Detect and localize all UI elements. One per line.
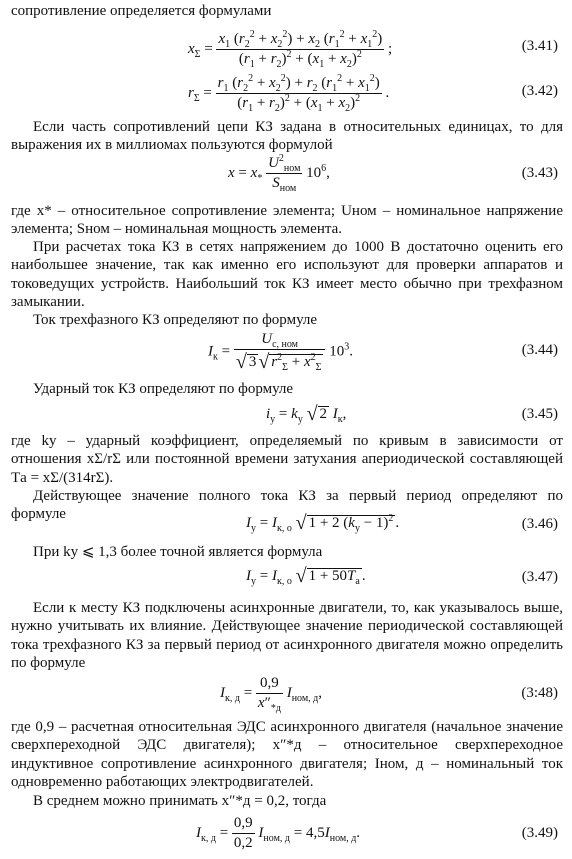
- equation-number: (3:48): [521, 685, 558, 701]
- definitions-3-48: где 0,9 – расчетная относительная ЭДС асинхронного двигателя (начальное значение сверхпереходной ЭДС двигателя); x″*д – относительное сверхпереходное индуктивное сопротивление асинхронного двигателя; Iном, д – номинальный ток одновременно работающих электродвигателей.: [11, 719, 563, 790]
- equation-3-46: $I_у = I_{к, о}$ √ 1 + 2 $(k_у - 1)^2$ .: [246, 512, 400, 534]
- equation-3-45: $i_у = k_у$ √ 2 $I_к$,: [266, 403, 347, 425]
- intro-text: сопротивление определяется формулами: [11, 3, 272, 19]
- equation-number: (3.47): [521, 569, 558, 585]
- equation-3-48: $I_{к, д}$ = $\frac{0,9}{x''_{*д}}$ $I_{ном, д}$,: [220, 675, 323, 714]
- paragraph-average: В среднем можно принимать x″*д = 0,2, тогда: [33, 793, 327, 809]
- equation-number: (3.49): [521, 825, 558, 841]
- equation-number: (3.42): [521, 83, 558, 99]
- equation-3-42: $r_\Sigma$ = $\frac{r_1 (r_2^2 + x_2^2) + r_2 (r_1^2 + x_1^2)}{(r_1 + r_2)^2 + (x_1 + x_2)^2}$ .: [188, 73, 390, 114]
- paragraph-shock-current: Ударный ток КЗ определяют по формуле: [33, 381, 294, 397]
- equation-3-44: $I_к$ = $\frac{U_{с, ном}}{√ 3 √ r^2_\Sigma + x^2_\Sigma}$ $10^3$.: [208, 331, 353, 373]
- paragraph-rms-current: Действующее значение полного тока КЗ за первый период определяют по формуле: [11, 488, 563, 523]
- equation-3-49: $I_{к, д}$ = $\frac{0,9}{0,2}$ $I_{ном, д} = 4,5I_{ном, д}$.: [196, 815, 361, 851]
- definitions-3-43: где x* – относительное сопротивление элемента; Uном – номинальное напряжение элемента; Sном – номинальная мощность элемента.: [11, 203, 563, 238]
- equation-3-43: $x = x_*$ $\frac{U^2_{ном}}{S_{ном}}$ $10^6$,: [228, 153, 330, 194]
- equation-number: (3.44): [521, 342, 558, 358]
- paragraph-low-voltage: При расчетах тока КЗ в сетях напряжением до 1000 В достаточно оценить его наибольшее значение, так как именно его используют для проверки аппаратов и токоведущих устройств. Наибольший ток КЗ имеет место обычно при трехфазном замыкании.: [11, 239, 563, 310]
- definitions-3-45: где kу – ударный коэффициент, определяемый по кривым в зависимости от отношения xΣ/rΣ или постоянной времени затухания апериодической составляющей Tа = xΣ/(314rΣ).: [11, 433, 563, 486]
- equation-3-47: $I_у = I_{к, о}$ √ $1 + 50T_а$ .: [246, 565, 366, 587]
- paragraph-ky-condition: При kу ⩽ 1,3 более точной является формула: [33, 544, 323, 560]
- paragraph-three-phase: Ток трехфазного КЗ определяют по формуле: [33, 312, 318, 328]
- equation-number: (3.43): [521, 165, 558, 181]
- equation-3-41: $x_\Sigma$ = $\frac{x_1 (r_2^2 + x_2^2) + x_2 (r_1^2 + x_1^2)}{(r_1 + r_2)^2 + (x_1 + x_2)^2}$ ;: [188, 29, 393, 70]
- equation-number: (3.41): [521, 38, 558, 54]
- equation-number: (3.45): [521, 406, 558, 422]
- paragraph-relative-units: Если часть сопротивлений цепи КЗ задана в относительных единицах, то для выражения их в миллиомах пользуются формулой: [11, 119, 563, 154]
- paragraph-async-motors: Если к месту КЗ подключены асинхронные двигатели, то, как указывалось выше, нужно учитывать их влияние. Действующее значение периодической составляющей тока трехфазного КЗ за первый период от асинхронного двигателя можно определить по формуле: [11, 600, 563, 671]
- equation-number: (3.46): [521, 516, 558, 532]
